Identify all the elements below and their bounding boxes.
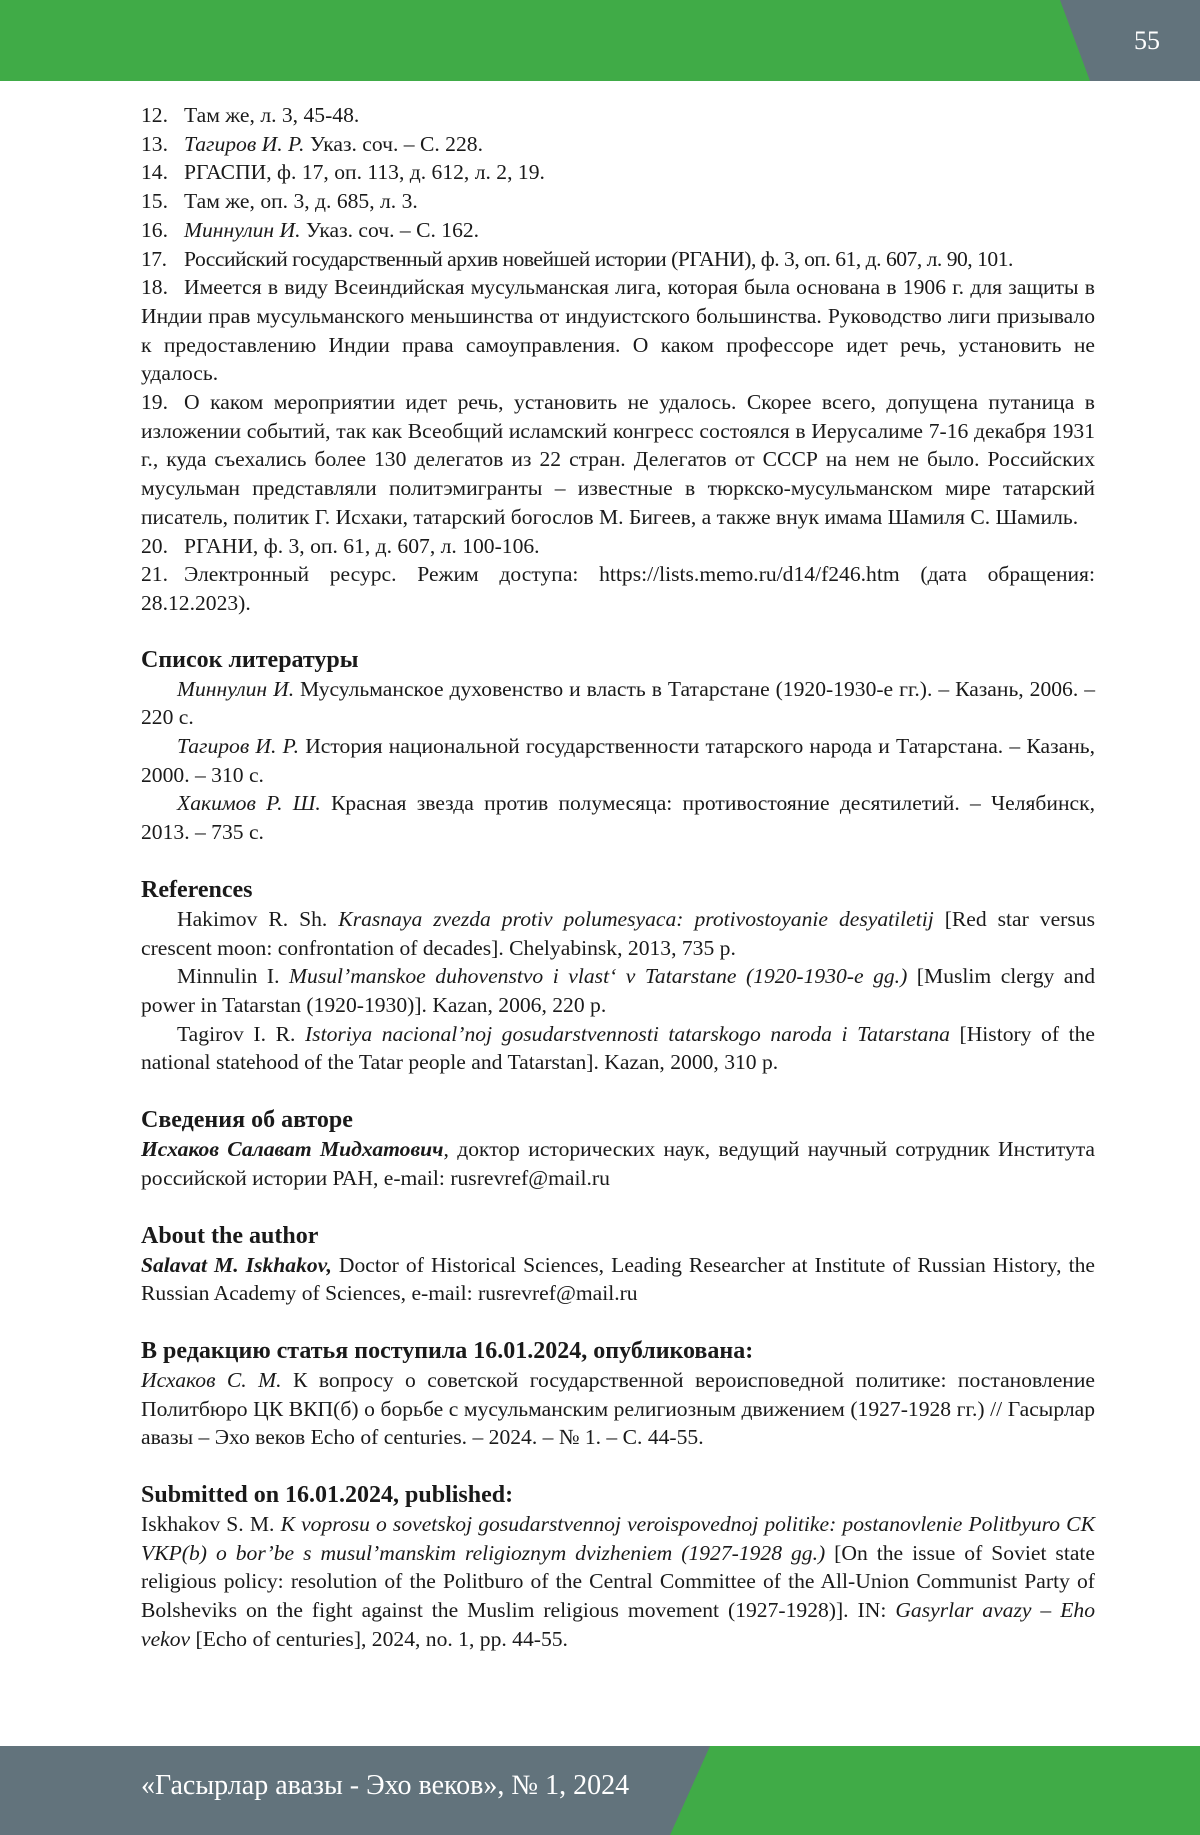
- note-item: 12. Там же, л. 3, 45-48.: [141, 103, 360, 127]
- author-en-info: Salavat M. Iskhakov, Doctor of Historical Sciences, Leading Researcher at Institute of Russian History, the Russian Academy of Sciences, e-mail: rusrevref@mail.ru: [141, 1252, 1095, 1306]
- note-item: 18. Имеется в виду Всеиндийская мусульманская лига, которая была основана в 1906 г. для защиты в Индии прав мусульманского меньшинства от индуистского большинства. Руководство лиги призывало к предоставлению Индии права самоуправления. О каком профессоре идет речь, установить не удалось.: [141, 275, 1095, 386]
- footer-journal-title: «Гасырлар авазы - Эхо веков», № 1, 2024: [141, 1770, 630, 1801]
- literature-title: Список литературы: [141, 646, 359, 673]
- header-bar: [0, 0, 1200, 81]
- submitted-en-citation: Iskhakov S. M. K voprosu o sovetskoj gosudarstvennoj veroispovednoj politike: postanovlenie Politbyuro CK VKP(b) o bor’be s musul’manskim religioznym dvizheniem (1927-1928 gg.) [On the issue of Soviet state religious policy: resolution of the Politburo of the Central Committee of the All-Union Communist Party of Bolsheviks on the fight against the Muslim religious movement (1927-1928)]. IN: Gasyrlar avazy – Eho vekov [Echo of centuries], 2024, no. 1, pp. 44-55.: [141, 1512, 1095, 1651]
- notes-list: [141, 101, 1095, 618]
- literature-item: Тагиров И. Р. История национальной государственности татарского народа и Татарстана. – Казань, 2000. – 310 с.: [141, 734, 1095, 787]
- note-item: 16. Миннулин И. Указ. соч. – С. 162.: [141, 217, 480, 242]
- page-number: 55: [1134, 26, 1160, 55]
- note-item: 17. Российский государственный архив новейшей истории (РГАНИ), ф. 3, оп. 61, д. 607, л. 90, 101.: [141, 246, 1013, 271]
- author-ru-info: Исхаков Салават Мидхатович, доктор исторических наук, ведущий научный сотрудник Института российской истории РАН, e-mail: rusrevref@mail.ru: [141, 1137, 1096, 1190]
- page-content: [141, 101, 1095, 1654]
- note-item: 19. О каком мероприятии идет речь, установить не удалось. Скорее всего, допущена путаница в изложении событий, так как Всеобщий исламский конгресс состоялся в Иерусалиме 7-16 декабря 1931 г., куда съехались более 130 делегатов из 22 стран. Делегатов от СССР на нем не было. Российских мусульман представляли политэмигранты – известные в тюркско-мусульманском мире татарский писатель, политик Г. Исхаки, татарский богослов М. Бигеев, а также внук имама Шамиля С. Шамиль.: [141, 390, 1095, 529]
- reference-item: Hakimov R. Sh. Krasnaya zvezda protiv polumesyaca: protivostoyanie desyatiletij [Red star versus crescent moon: confrontation of decades]. Chelyabinsk, 2013, 735 p.: [141, 906, 1095, 960]
- submitted-ru-citation: Исхаков С. М. К вопросу о советской государственной вероисповедной политике: постановление Политбюро ЦК ВКП(б) о борьбе с мусульманским религиозным движением (1927-1928 гг.) // Гасырлар авазы – Эхо веков Echo of centuries. – 2024. – № 1. – С. 44-55.: [141, 1367, 1095, 1450]
- footer-accent: [670, 1746, 1200, 1835]
- author-ru-title: Сведения об авторе: [141, 1107, 353, 1134]
- literature-list: [141, 675, 1095, 847]
- reference-item: Minnulin I. Musul’manskoe duhovenstvo i vlast‘ v Tatarstane (1920-1930-e gg.) [Muslim clergy and power in Tatarstan (1920-1930)]. Kazan, 2006, 220 p.: [141, 964, 1095, 1017]
- note-item: 20. РГАНИ, ф. 3, оп. 61, д. 607, л. 100-106.: [141, 533, 540, 558]
- author-en-title: About the author: [141, 1222, 319, 1249]
- submitted-ru-title: В редакцию статья поступила 16.01.2024, опубликована:: [141, 1337, 754, 1364]
- submitted-en-title: Submitted on 16.01.2024, published:: [141, 1482, 514, 1509]
- literature-item: Хакимов Р. Ш. Красная звезда против полумесяца: противостояние десятилетий. – Челябинск, 2013. – 735 с.: [141, 791, 1095, 845]
- references-title: References: [141, 876, 253, 903]
- reference-item: Tagirov I. R. Istoriya nacional’noj gosudarstvennosti tatarskogo naroda i Tatarstana [History of the national statehood of the Tatar people and Tatarstan]. Kazan, 2000, 310 p.: [141, 1021, 1095, 1075]
- note-item: 15. Там же, оп. 3, д. 685, л. 3.: [141, 189, 418, 214]
- references-list: [141, 905, 1095, 1077]
- note-item: 14. РГАСПИ, ф. 17, оп. 113, д. 612, л. 2, 19.: [141, 160, 545, 185]
- note-item: 13. Тагиров И. Р. Указ. соч. – С. 228.: [141, 131, 483, 156]
- note-item: 21. Электронный ресурс. Режим доступа: https://lists.memo.ru/d14/f246.htm (дата обращения: 28.12.2023).: [141, 562, 1095, 615]
- literature-item: Миннулин И. Мусульманское духовенство и власть в Татарстане (1920-1930-е гг.). – Казань, 2006. – 220 с.: [141, 676, 1095, 730]
